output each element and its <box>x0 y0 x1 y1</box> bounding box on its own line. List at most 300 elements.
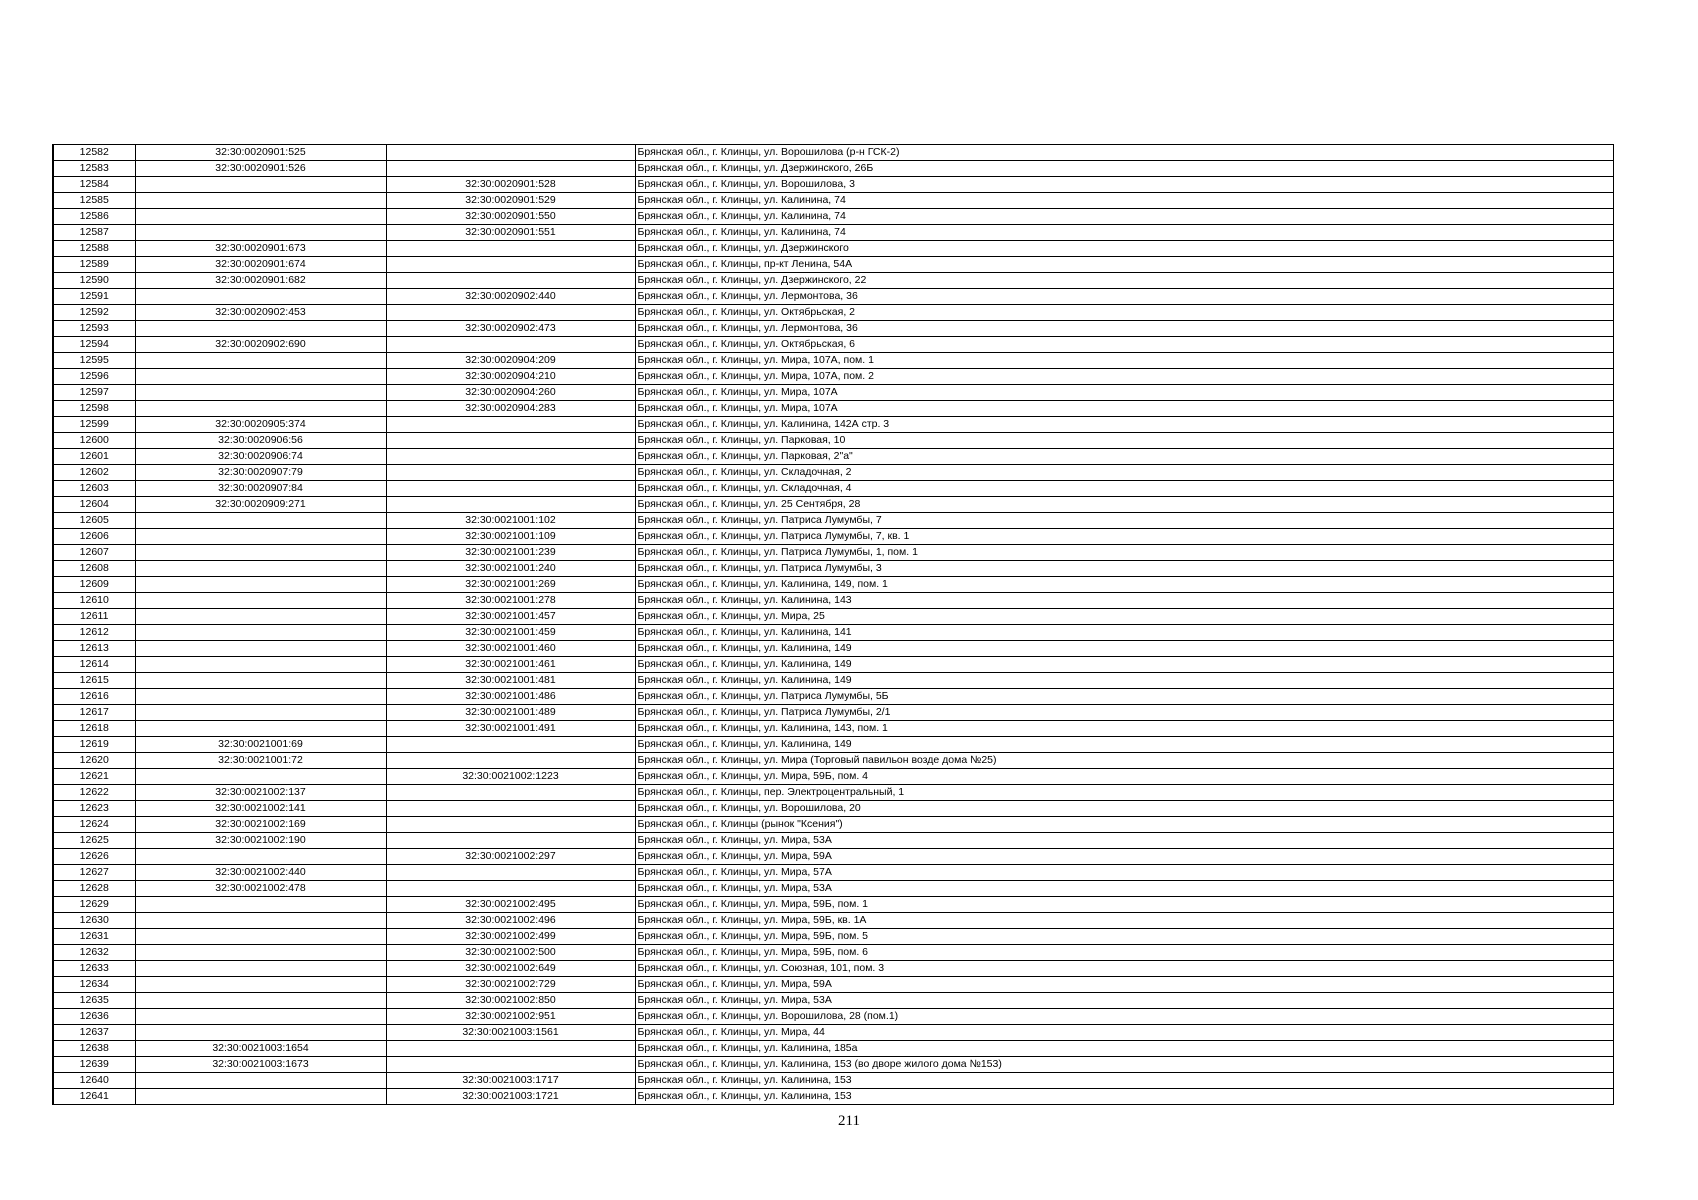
table-row <box>53 561 1613 577</box>
cadastral-number-land-cell: 32:30:0020901:526 <box>135 161 386 177</box>
row-number-cell: 12588 <box>53 241 135 257</box>
table-row <box>53 289 1613 305</box>
table-row <box>53 1025 1613 1041</box>
cadastral-number-building-cell: 32:30:0021002:496 <box>386 913 635 929</box>
table-row <box>53 321 1613 337</box>
table-row <box>53 449 1613 465</box>
row-number-cell: 12625 <box>53 833 135 849</box>
table-row <box>53 1073 1613 1089</box>
table-row <box>53 721 1613 737</box>
table-row <box>53 913 1613 929</box>
cadastral-number-land-cell: 32:30:0021003:1654 <box>135 1041 386 1057</box>
row-number-cell: 12631 <box>53 929 135 945</box>
table-row <box>53 689 1613 705</box>
cadastral-number-land-cell <box>135 209 386 225</box>
cadastral-number-land-cell <box>135 513 386 529</box>
table-row <box>53 625 1613 641</box>
cadastral-number-land-cell: 32:30:0021002:141 <box>135 801 386 817</box>
cadastral-number-building-cell: 32:30:0021003:1717 <box>386 1073 635 1089</box>
address-cell: Брянская обл., г. Клинцы, ул. Калинина, 153 <box>635 1089 1613 1105</box>
row-number-cell: 12616 <box>53 689 135 705</box>
row-number-cell: 12595 <box>53 353 135 369</box>
cadastral-number-building-cell: 32:30:0021001:102 <box>386 513 635 529</box>
address-cell: Брянская обл., г. Клинцы, ул. Мира, 53А <box>635 833 1613 849</box>
cadastral-number-land-cell <box>135 369 386 385</box>
row-number-cell: 12639 <box>53 1057 135 1073</box>
cadastral-number-building-cell: 32:30:0021002:850 <box>386 993 635 1009</box>
address-cell: Брянская обл., г. Клинцы, ул. Калинина, 143 <box>635 593 1613 609</box>
cadastral-number-land-cell: 32:30:0020906:74 <box>135 449 386 465</box>
cadastral-number-building-cell: 32:30:0021001:457 <box>386 609 635 625</box>
address-cell: Брянская обл., г. Клинцы, ул. Складочная, 2 <box>635 465 1613 481</box>
address-cell: Брянская обл., г. Клинцы, ул. Патриса Лумумбы, 7 <box>635 513 1613 529</box>
row-number-cell: 12624 <box>53 817 135 833</box>
table-row <box>53 945 1613 961</box>
cadastral-number-land-cell <box>135 225 386 241</box>
row-number-cell: 12606 <box>53 529 135 545</box>
cadastral-number-building-cell: 32:30:0020901:528 <box>386 177 635 193</box>
cadastral-number-land-cell: 32:30:0021001:72 <box>135 753 386 769</box>
cadastral-number-building-cell: 32:30:0021001:109 <box>386 529 635 545</box>
registry-table-container <box>52 144 1612 1105</box>
address-cell: Брянская обл., г. Клинцы, ул. Мира, 44 <box>635 1025 1613 1041</box>
row-number-cell: 12608 <box>53 561 135 577</box>
cadastral-number-land-cell: 32:30:0020902:690 <box>135 337 386 353</box>
row-number-cell: 12630 <box>53 913 135 929</box>
cadastral-number-land-cell: 32:30:0021002:169 <box>135 817 386 833</box>
cadastral-number-land-cell: 32:30:0020901:673 <box>135 241 386 257</box>
cadastral-number-land-cell <box>135 1089 386 1105</box>
address-cell: Брянская обл., г. Клинцы, ул. Патриса Лумумбы, 2/1 <box>635 705 1613 721</box>
address-cell: Брянская обл., г. Клинцы, ул. Мира, 59А <box>635 977 1613 993</box>
cadastral-number-land-cell <box>135 993 386 1009</box>
table-row <box>53 1041 1613 1057</box>
row-number-cell: 12598 <box>53 401 135 417</box>
address-cell: Брянская обл., г. Клинцы, ул. Ворошилова (р-н ГСК-2) <box>635 145 1613 161</box>
address-cell: Брянская обл., г. Клинцы, ул. Мира, 59Б, пом. 1 <box>635 897 1613 913</box>
table-row <box>53 497 1613 513</box>
address-cell: Брянская обл., г. Клинцы, ул. Мира (Торговый павильон возде дома №25) <box>635 753 1613 769</box>
row-number-cell: 12636 <box>53 1009 135 1025</box>
cadastral-number-building-cell: 32:30:0021001:481 <box>386 673 635 689</box>
cadastral-number-land-cell: 32:30:0020901:674 <box>135 257 386 273</box>
table-row <box>53 241 1613 257</box>
cadastral-number-building-cell <box>386 145 635 161</box>
row-number-cell: 12609 <box>53 577 135 593</box>
cadastral-number-building-cell: 32:30:0021002:649 <box>386 961 635 977</box>
table-row <box>53 545 1613 561</box>
row-number-cell: 12584 <box>53 177 135 193</box>
table-row <box>53 177 1613 193</box>
cadastral-number-building-cell: 32:30:0021002:297 <box>386 849 635 865</box>
address-cell: Брянская обл., г. Клинцы, ул. Дзержинского, 26Б <box>635 161 1613 177</box>
cadastral-number-building-cell: 32:30:0020901:551 <box>386 225 635 241</box>
address-cell: Брянская обл., г. Клинцы, ул. Калинина, 149 <box>635 673 1613 689</box>
address-cell: Брянская обл., г. Клинцы, ул. Калинина, 149 <box>635 657 1613 673</box>
address-cell: Брянская обл., г. Клинцы, ул. Союзная, 101, пом. 3 <box>635 961 1613 977</box>
row-number-cell: 12597 <box>53 385 135 401</box>
row-number-cell: 12596 <box>53 369 135 385</box>
address-cell: Брянская обл., г. Клинцы, ул. Калинина, 74 <box>635 209 1613 225</box>
row-number-cell: 12601 <box>53 449 135 465</box>
cadastral-number-land-cell: 32:30:0021001:69 <box>135 737 386 753</box>
cadastral-number-land-cell <box>135 177 386 193</box>
row-number-cell: 12620 <box>53 753 135 769</box>
row-number-cell: 12599 <box>53 417 135 433</box>
row-number-cell: 12603 <box>53 481 135 497</box>
table-row <box>53 257 1613 273</box>
address-cell: Брянская обл., г. Клинцы, ул. Калинина, 149 <box>635 737 1613 753</box>
row-number-cell: 12605 <box>53 513 135 529</box>
row-number-cell: 12594 <box>53 337 135 353</box>
table-row <box>53 657 1613 673</box>
cadastral-number-building-cell <box>386 865 635 881</box>
table-row <box>53 897 1613 913</box>
row-number-cell: 12640 <box>53 1073 135 1089</box>
address-cell: Брянская обл., г. Клинцы, ул. Лермонтова, 36 <box>635 321 1613 337</box>
cadastral-number-building-cell <box>386 1041 635 1057</box>
cadastral-number-building-cell: 32:30:0020904:283 <box>386 401 635 417</box>
table-row <box>53 353 1613 369</box>
cadastral-number-building-cell: 32:30:0020901:529 <box>386 193 635 209</box>
cadastral-number-land-cell <box>135 1025 386 1041</box>
cadastral-number-building-cell: 32:30:0020901:550 <box>386 209 635 225</box>
cadastral-number-land-cell <box>135 705 386 721</box>
cadastral-number-building-cell: 32:30:0021002:1223 <box>386 769 635 785</box>
address-cell: Брянская обл., г. Клинцы, ул. Мира, 107А, пом. 1 <box>635 353 1613 369</box>
cadastral-number-land-cell <box>135 721 386 737</box>
table-row <box>53 465 1613 481</box>
cadastral-number-building-cell <box>386 801 635 817</box>
address-cell: Брянская обл., г. Клинцы, ул. Мира, 59Б, пом. 5 <box>635 929 1613 945</box>
cadastral-number-land-cell <box>135 577 386 593</box>
cadastral-number-land-cell: 32:30:0021002:190 <box>135 833 386 849</box>
address-cell: Брянская обл., г. Клинцы, ул. Дзержинского, 22 <box>635 273 1613 289</box>
row-number-cell: 12618 <box>53 721 135 737</box>
row-number-cell: 12592 <box>53 305 135 321</box>
cadastral-number-land-cell <box>135 193 386 209</box>
row-number-cell: 12629 <box>53 897 135 913</box>
table-row <box>53 1009 1613 1025</box>
cadastral-number-building-cell: 32:30:0021001:491 <box>386 721 635 737</box>
cadastral-number-building-cell <box>386 481 635 497</box>
cadastral-number-land-cell <box>135 913 386 929</box>
row-number-cell: 12617 <box>53 705 135 721</box>
row-number-cell: 12628 <box>53 881 135 897</box>
row-number-cell: 12635 <box>53 993 135 1009</box>
page-number: 211 <box>838 1113 860 1129</box>
cadastral-number-building-cell: 32:30:0021003:1561 <box>386 1025 635 1041</box>
cadastral-number-land-cell <box>135 929 386 945</box>
address-cell: Брянская обл., г. Клинцы, ул. Патриса Лумумбы, 5Б <box>635 689 1613 705</box>
address-cell: Брянская обл., г. Клинцы, ул. Мира, 53А <box>635 881 1613 897</box>
row-number-cell: 12612 <box>53 625 135 641</box>
table-row <box>53 753 1613 769</box>
cadastral-number-building-cell <box>386 737 635 753</box>
row-number-cell: 12627 <box>53 865 135 881</box>
row-number-cell: 12587 <box>53 225 135 241</box>
table-row <box>53 705 1613 721</box>
address-cell: Брянская обл., г. Клинцы (рынок "Ксения") <box>635 817 1613 833</box>
table-row <box>53 1057 1613 1073</box>
cadastral-number-land-cell <box>135 625 386 641</box>
table-row <box>53 929 1613 945</box>
address-cell: Брянская обл., г. Клинцы, ул. Мира, 59Б, пом. 4 <box>635 769 1613 785</box>
cadastral-number-land-cell <box>135 545 386 561</box>
row-number-cell: 12626 <box>53 849 135 865</box>
cadastral-number-land-cell <box>135 1009 386 1025</box>
address-cell: Брянская обл., г. Клинцы, ул. Складочная, 4 <box>635 481 1613 497</box>
row-number-cell: 12637 <box>53 1025 135 1041</box>
row-number-cell: 12622 <box>53 785 135 801</box>
address-cell: Брянская обл., г. Клинцы, ул. Дзержинского <box>635 241 1613 257</box>
cadastral-number-building-cell: 32:30:0020904:210 <box>386 369 635 385</box>
cadastral-number-land-cell: 32:30:0020906:56 <box>135 433 386 449</box>
cadastral-number-land-cell <box>135 289 386 305</box>
row-number-cell: 12641 <box>53 1089 135 1105</box>
table-row <box>53 385 1613 401</box>
table-row <box>53 337 1613 353</box>
address-cell: Брянская обл., г. Клинцы, ул. Октябрьская, 6 <box>635 337 1613 353</box>
cadastral-number-land-cell: 32:30:0021003:1673 <box>135 1057 386 1073</box>
row-number-cell: 12602 <box>53 465 135 481</box>
address-cell: Брянская обл., г. Клинцы, ул. Патриса Лумумбы, 3 <box>635 561 1613 577</box>
cadastral-number-building-cell: 32:30:0021001:461 <box>386 657 635 673</box>
row-number-cell: 12590 <box>53 273 135 289</box>
address-cell: Брянская обл., г. Клинцы, ул. Калинина, 141 <box>635 625 1613 641</box>
table-row <box>53 833 1613 849</box>
cadastral-number-land-cell <box>135 769 386 785</box>
cadastral-number-building-cell <box>386 449 635 465</box>
address-cell: Брянская обл., г. Клинцы, ул. Калинина, 153 <box>635 1073 1613 1089</box>
cadastral-number-land-cell: 32:30:0020907:79 <box>135 465 386 481</box>
cadastral-number-land-cell <box>135 353 386 369</box>
cadastral-number-building-cell: 32:30:0021001:278 <box>386 593 635 609</box>
row-number-cell: 12585 <box>53 193 135 209</box>
cadastral-number-building-cell <box>386 881 635 897</box>
table-row <box>53 737 1613 753</box>
cadastral-number-building-cell: 32:30:0021001:489 <box>386 705 635 721</box>
cadastral-number-building-cell <box>386 785 635 801</box>
cadastral-number-land-cell <box>135 529 386 545</box>
table-row <box>53 609 1613 625</box>
cadastral-number-land-cell <box>135 977 386 993</box>
row-number-cell: 12632 <box>53 945 135 961</box>
cadastral-number-building-cell: 32:30:0021001:486 <box>386 689 635 705</box>
registry-table-body <box>53 145 1613 1105</box>
table-row <box>53 849 1613 865</box>
address-cell: Брянская обл., г. Клинцы, ул. Калинина, 149 <box>635 641 1613 657</box>
table-row <box>53 305 1613 321</box>
row-number-cell: 12582 <box>53 145 135 161</box>
table-row <box>53 209 1613 225</box>
cadastral-number-land-cell <box>135 689 386 705</box>
address-cell: Брянская обл., г. Клинцы, ул. Ворошилова, 3 <box>635 177 1613 193</box>
cadastral-number-land-cell: 32:30:0020901:525 <box>135 145 386 161</box>
table-row <box>53 273 1613 289</box>
row-number-cell: 12589 <box>53 257 135 273</box>
row-number-cell: 12591 <box>53 289 135 305</box>
cadastral-number-land-cell <box>135 561 386 577</box>
table-row <box>53 865 1613 881</box>
registry-table <box>52 144 1614 1105</box>
cadastral-number-land-cell <box>135 897 386 913</box>
cadastral-number-land-cell: 32:30:0020902:453 <box>135 305 386 321</box>
cadastral-number-building-cell <box>386 273 635 289</box>
cadastral-number-land-cell: 32:30:0021002:440 <box>135 865 386 881</box>
table-row <box>53 785 1613 801</box>
row-number-cell: 12583 <box>53 161 135 177</box>
cadastral-number-building-cell <box>386 497 635 513</box>
table-row <box>53 1089 1613 1105</box>
row-number-cell: 12613 <box>53 641 135 657</box>
cadastral-number-building-cell: 32:30:0021002:500 <box>386 945 635 961</box>
cadastral-number-building-cell <box>386 1057 635 1073</box>
cadastral-number-building-cell: 32:30:0020902:473 <box>386 321 635 337</box>
address-cell: Брянская обл., г. Клинцы, пер. Электроцентральный, 1 <box>635 785 1613 801</box>
cadastral-number-building-cell <box>386 337 635 353</box>
cadastral-number-land-cell <box>135 657 386 673</box>
address-cell: Брянская обл., г. Клинцы, ул. Калинина, 74 <box>635 193 1613 209</box>
cadastral-number-land-cell: 32:30:0020905:374 <box>135 417 386 433</box>
cadastral-number-building-cell <box>386 161 635 177</box>
table-row <box>53 769 1613 785</box>
address-cell: Брянская обл., г. Клинцы, ул. Лермонтова, 36 <box>635 289 1613 305</box>
cadastral-number-building-cell: 32:30:0021001:269 <box>386 577 635 593</box>
cadastral-number-land-cell <box>135 641 386 657</box>
table-row <box>53 193 1613 209</box>
address-cell: Брянская обл., г. Клинцы, ул. Калинина, 149, пом. 1 <box>635 577 1613 593</box>
cadastral-number-building-cell <box>386 257 635 273</box>
table-row <box>53 529 1613 545</box>
cadastral-number-land-cell <box>135 401 386 417</box>
table-row <box>53 673 1613 689</box>
cadastral-number-building-cell <box>386 305 635 321</box>
cadastral-number-building-cell <box>386 817 635 833</box>
row-number-cell: 12615 <box>53 673 135 689</box>
row-number-cell: 12623 <box>53 801 135 817</box>
address-cell: Брянская обл., г. Клинцы, ул. Мира, 25 <box>635 609 1613 625</box>
table-row <box>53 993 1613 1009</box>
row-number-cell: 12611 <box>53 609 135 625</box>
cadastral-number-building-cell: 32:30:0021001:240 <box>386 561 635 577</box>
cadastral-number-building-cell: 32:30:0020904:209 <box>386 353 635 369</box>
address-cell: Брянская обл., г. Клинцы, ул. Патриса Лумумбы, 1, пом. 1 <box>635 545 1613 561</box>
table-row <box>53 977 1613 993</box>
address-cell: Брянская обл., г. Клинцы, ул. Патриса Лумумбы, 7, кв. 1 <box>635 529 1613 545</box>
cadastral-number-building-cell <box>386 433 635 449</box>
cadastral-number-building-cell: 32:30:0021001:460 <box>386 641 635 657</box>
row-number-cell: 12593 <box>53 321 135 337</box>
address-cell: Брянская обл., г. Клинцы, ул. Мира, 107А <box>635 401 1613 417</box>
cadastral-number-building-cell: 32:30:0021001:239 <box>386 545 635 561</box>
address-cell: Брянская обл., г. Клинцы, пр-кт Ленина, 54А <box>635 257 1613 273</box>
address-cell: Брянская обл., г. Клинцы, ул. Парковая, 10 <box>635 433 1613 449</box>
address-cell: Брянская обл., г. Клинцы, ул. Мира, 107А <box>635 385 1613 401</box>
row-number-cell: 12621 <box>53 769 135 785</box>
row-number-cell: 12600 <box>53 433 135 449</box>
table-row <box>53 161 1613 177</box>
row-number-cell: 12634 <box>53 977 135 993</box>
address-cell: Брянская обл., г. Клинцы, ул. 25 Сентября, 28 <box>635 497 1613 513</box>
cadastral-number-building-cell: 32:30:0020902:440 <box>386 289 635 305</box>
address-cell: Брянская обл., г. Клинцы, ул. Ворошилова, 28 (пом.1) <box>635 1009 1613 1025</box>
cadastral-number-building-cell <box>386 241 635 257</box>
cadastral-number-building-cell: 32:30:0021002:951 <box>386 1009 635 1025</box>
address-cell: Брянская обл., г. Клинцы, ул. Парковая, 2"а" <box>635 449 1613 465</box>
cadastral-number-land-cell: 32:30:0020907:84 <box>135 481 386 497</box>
table-row <box>53 369 1613 385</box>
address-cell: Брянская обл., г. Клинцы, ул. Ворошилова, 20 <box>635 801 1613 817</box>
address-cell: Брянская обл., г. Клинцы, ул. Мира, 57А <box>635 865 1613 881</box>
address-cell: Брянская обл., г. Клинцы, ул. Калинина, 143, пом. 1 <box>635 721 1613 737</box>
address-cell: Брянская обл., г. Клинцы, ул. Мира, 59Б, пом. 6 <box>635 945 1613 961</box>
row-number-cell: 12586 <box>53 209 135 225</box>
cadastral-number-building-cell: 32:30:0021002:495 <box>386 897 635 913</box>
row-number-cell: 12607 <box>53 545 135 561</box>
cadastral-number-building-cell <box>386 417 635 433</box>
table-row <box>53 881 1613 897</box>
address-cell: Брянская обл., г. Клинцы, ул. Мира, 59А <box>635 849 1613 865</box>
cadastral-number-land-cell <box>135 961 386 977</box>
row-number-cell: 12633 <box>53 961 135 977</box>
row-number-cell: 12638 <box>53 1041 135 1057</box>
row-number-cell: 12610 <box>53 593 135 609</box>
cadastral-number-building-cell: 32:30:0021002:499 <box>386 929 635 945</box>
table-row <box>53 817 1613 833</box>
cadastral-number-land-cell: 32:30:0021002:137 <box>135 785 386 801</box>
address-cell: Брянская обл., г. Клинцы, ул. Октябрьская, 2 <box>635 305 1613 321</box>
cadastral-number-land-cell <box>135 321 386 337</box>
cadastral-number-building-cell: 32:30:0021003:1721 <box>386 1089 635 1105</box>
cadastral-number-land-cell <box>135 593 386 609</box>
table-row <box>53 801 1613 817</box>
cadastral-number-building-cell <box>386 833 635 849</box>
table-row <box>53 417 1613 433</box>
cadastral-number-land-cell: 32:30:0020909:271 <box>135 497 386 513</box>
cadastral-number-building-cell <box>386 465 635 481</box>
row-number-cell: 12619 <box>53 737 135 753</box>
cadastral-number-building-cell <box>386 753 635 769</box>
address-cell: Брянская обл., г. Клинцы, ул. Мира, 59Б, кв. 1А <box>635 913 1613 929</box>
table-row <box>53 481 1613 497</box>
cadastral-number-land-cell: 32:30:0020901:682 <box>135 273 386 289</box>
address-cell: Брянская обл., г. Клинцы, ул. Калинина, 153 (во дворе жилого дома №153) <box>635 1057 1613 1073</box>
table-row <box>53 225 1613 241</box>
cadastral-number-building-cell: 32:30:0020904:260 <box>386 385 635 401</box>
cadastral-number-building-cell: 32:30:0021001:459 <box>386 625 635 641</box>
address-cell: Брянская обл., г. Клинцы, ул. Калинина, 185а <box>635 1041 1613 1057</box>
row-number-cell: 12614 <box>53 657 135 673</box>
table-row <box>53 593 1613 609</box>
table-row <box>53 513 1613 529</box>
cadastral-number-land-cell <box>135 1073 386 1089</box>
cadastral-number-land-cell <box>135 673 386 689</box>
cadastral-number-building-cell: 32:30:0021002:729 <box>386 977 635 993</box>
table-row <box>53 433 1613 449</box>
table-row <box>53 145 1613 161</box>
cadastral-number-land-cell <box>135 945 386 961</box>
row-number-cell: 12604 <box>53 497 135 513</box>
address-cell: Брянская обл., г. Клинцы, ул. Калинина, 74 <box>635 225 1613 241</box>
cadastral-number-land-cell <box>135 385 386 401</box>
cadastral-number-land-cell <box>135 609 386 625</box>
table-row <box>53 961 1613 977</box>
cadastral-number-land-cell: 32:30:0021002:478 <box>135 881 386 897</box>
address-cell: Брянская обл., г. Клинцы, ул. Калинина, 142А стр. 3 <box>635 417 1613 433</box>
address-cell: Брянская обл., г. Клинцы, ул. Мира, 107А, пом. 2 <box>635 369 1613 385</box>
address-cell: Брянская обл., г. Клинцы, ул. Мира, 53А <box>635 993 1613 1009</box>
